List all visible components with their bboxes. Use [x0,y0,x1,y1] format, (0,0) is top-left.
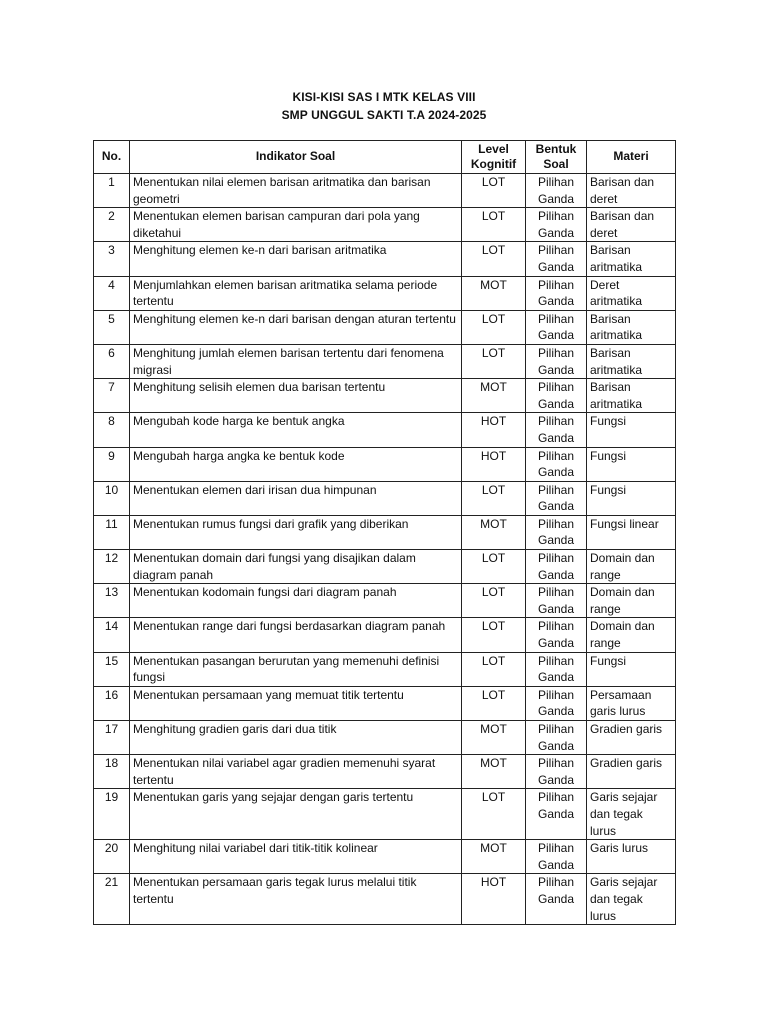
cell-level: LOT [462,652,526,686]
cell-level: LOT [462,242,526,276]
cell-indikator: Menentukan elemen dari irisan dua himpunan [130,481,462,515]
cell-level: MOT [462,515,526,549]
table-row [94,755,676,789]
cell-level: HOT [462,447,526,481]
cell-bentuk: Pilihan Ganda [526,686,587,720]
table-row [94,174,676,208]
cell-materi: Garis lurus [587,840,676,874]
cell-bentuk: Pilihan Ganda [526,755,587,789]
cell-bentuk: Pilihan Ganda [526,515,587,549]
cell-level: MOT [462,379,526,413]
cell-level: MOT [462,276,526,310]
cell-bentuk: Pilihan Ganda [526,447,587,481]
cell-indikator: Menjumlahkan elemen barisan aritmatika selama periode tertentu [130,276,462,310]
col-header-bentuk [526,141,587,174]
cell-materi: Barisan dan deret [587,208,676,242]
cell-no: 2 [94,208,130,242]
cell-no: 4 [94,276,130,310]
cell-level: LOT [462,208,526,242]
cell-no: 1 [94,174,130,208]
cell-no: 3 [94,242,130,276]
document-title [0,88,768,124]
cell-level: LOT [462,310,526,344]
table-body [94,174,676,925]
cell-no: 5 [94,310,130,344]
col-header-no: No. [94,141,130,174]
table-row [94,310,676,344]
cell-bentuk: Pilihan Ganda [526,276,587,310]
cell-indikator: Menghitung jumlah elemen barisan tertentu dari fenomena migrasi [130,344,462,378]
cell-bentuk: Pilihan Ganda [526,584,587,618]
table-row [94,550,676,584]
cell-no: 9 [94,447,130,481]
cell-no: 16 [94,686,130,720]
cell-no: 11 [94,515,130,549]
cell-bentuk: Pilihan Ganda [526,310,587,344]
cell-bentuk: Pilihan Ganda [526,379,587,413]
table-row [94,413,676,447]
cell-bentuk: Pilihan Ganda [526,618,587,652]
cell-materi: Gradien garis [587,755,676,789]
cell-indikator: Menentukan elemen barisan campuran dari pola yang diketahui [130,208,462,242]
cell-bentuk: Pilihan Ganda [526,721,587,755]
table-row [94,208,676,242]
cell-materi: Domain dan range [587,618,676,652]
table-row [94,276,676,310]
cell-bentuk: Pilihan Ganda [526,344,587,378]
table-row [94,515,676,549]
table-row [94,584,676,618]
cell-indikator: Menentukan domain dari fungsi yang disajikan dalam diagram panah [130,550,462,584]
cell-level: HOT [462,413,526,447]
cell-materi: Garis sejajar dan tegak lurus [587,874,676,925]
cell-indikator: Menghitung gradien garis dari dua titik [130,721,462,755]
cell-bentuk: Pilihan Ganda [526,840,587,874]
cell-materi: Persamaan garis lurus [587,686,676,720]
cell-bentuk: Pilihan Ganda [526,550,587,584]
cell-materi: Barisan aritmatika [587,379,676,413]
cell-level: LOT [462,789,526,840]
cell-materi: Domain dan range [587,584,676,618]
cell-level: HOT [462,874,526,925]
cell-no: 13 [94,584,130,618]
title-line-1: KISI-KISI SAS I MTK KELAS VIII [292,90,476,104]
cell-no: 8 [94,413,130,447]
cell-indikator: Menentukan nilai variabel agar gradien memenuhi syarat tertentu [130,755,462,789]
cell-level: LOT [462,584,526,618]
cell-no: 20 [94,840,130,874]
cell-bentuk: Pilihan Ganda [526,413,587,447]
cell-no: 18 [94,755,130,789]
cell-level: LOT [462,481,526,515]
table-row [94,721,676,755]
cell-indikator: Menghitung selisih elemen dua barisan tertentu [130,379,462,413]
table-row [94,242,676,276]
table-header-row [94,141,676,174]
cell-materi: Gradien garis [587,721,676,755]
cell-level: MOT [462,721,526,755]
cell-no: 19 [94,789,130,840]
col-header-level-line1: Level [478,141,509,156]
cell-level: MOT [462,755,526,789]
cell-indikator: Menentukan persamaan yang memuat titik tertentu [130,686,462,720]
col-header-level-line2: Kognitif [470,157,517,171]
table-row [94,618,676,652]
cell-indikator: Menentukan nilai elemen barisan aritmatika dan barisan geometri [130,174,462,208]
cell-indikator: Menentukan range dari fungsi berdasarkan diagram panah [130,618,462,652]
col-header-level [462,141,526,174]
table-row [94,686,676,720]
cell-materi: Fungsi linear [587,515,676,549]
col-header-bentuk-line1: Bentuk [535,141,577,156]
table-row [94,874,676,925]
cell-bentuk: Pilihan Ganda [526,481,587,515]
cell-bentuk: Pilihan Ganda [526,652,587,686]
table-row [94,344,676,378]
title-line-2: SMP UNGGUL SAKTI T.A 2024-2025 [281,108,487,122]
cell-no: 12 [94,550,130,584]
cell-level: LOT [462,618,526,652]
cell-materi: Fungsi [587,447,676,481]
cell-no: 17 [94,721,130,755]
col-header-materi: Materi [587,141,676,174]
cell-indikator: Menentukan pasangan berurutan yang memenuhi definisi fungsi [130,652,462,686]
cell-no: 15 [94,652,130,686]
cell-materi: Barisan dan deret [587,174,676,208]
cell-materi: Domain dan range [587,550,676,584]
table-row [94,379,676,413]
cell-level: LOT [462,344,526,378]
table-row [94,840,676,874]
cell-no: 14 [94,618,130,652]
cell-bentuk: Pilihan Ganda [526,174,587,208]
cell-indikator: Menghitung elemen ke-n dari barisan dengan aturan tertentu [130,310,462,344]
cell-materi: Barisan aritmatika [587,242,676,276]
col-header-bentuk-line2: Soal [543,157,569,171]
cell-no: 21 [94,874,130,925]
cell-level: LOT [462,174,526,208]
cell-indikator: Menghitung elemen ke-n dari barisan aritmatika [130,242,462,276]
cell-indikator: Menentukan rumus fungsi dari grafik yang diberikan [130,515,462,549]
cell-indikator: Menentukan kodomain fungsi dari diagram panah [130,584,462,618]
cell-materi: Garis sejajar dan tegak lurus [587,789,676,840]
cell-bentuk: Pilihan Ganda [526,789,587,840]
cell-no: 6 [94,344,130,378]
cell-indikator: Menghitung nilai variabel dari titik-titik kolinear [130,840,462,874]
cell-level: LOT [462,686,526,720]
table-row [94,789,676,840]
col-header-indikator: Indikator Soal [130,141,462,174]
cell-level: MOT [462,840,526,874]
cell-indikator: Mengubah kode harga ke bentuk angka [130,413,462,447]
table-row [94,481,676,515]
cell-materi: Deret aritmatika [587,276,676,310]
cell-materi: Barisan aritmatika [587,310,676,344]
cell-indikator: Mengubah harga angka ke bentuk kode [130,447,462,481]
cell-bentuk: Pilihan Ganda [526,874,587,925]
cell-level: LOT [462,550,526,584]
cell-indikator: Menentukan persamaan garis tegak lurus melalui titik tertentu [130,874,462,925]
cell-bentuk: Pilihan Ganda [526,242,587,276]
table-row [94,652,676,686]
cell-materi: Fungsi [587,481,676,515]
cell-no: 10 [94,481,130,515]
cell-materi: Barisan aritmatika [587,344,676,378]
cell-materi: Fungsi [587,413,676,447]
cell-materi: Fungsi [587,652,676,686]
kisi-kisi-table [93,140,676,925]
cell-bentuk: Pilihan Ganda [526,208,587,242]
cell-indikator: Menentukan garis yang sejajar dengan garis tertentu [130,789,462,840]
table-row [94,447,676,481]
cell-no: 7 [94,379,130,413]
